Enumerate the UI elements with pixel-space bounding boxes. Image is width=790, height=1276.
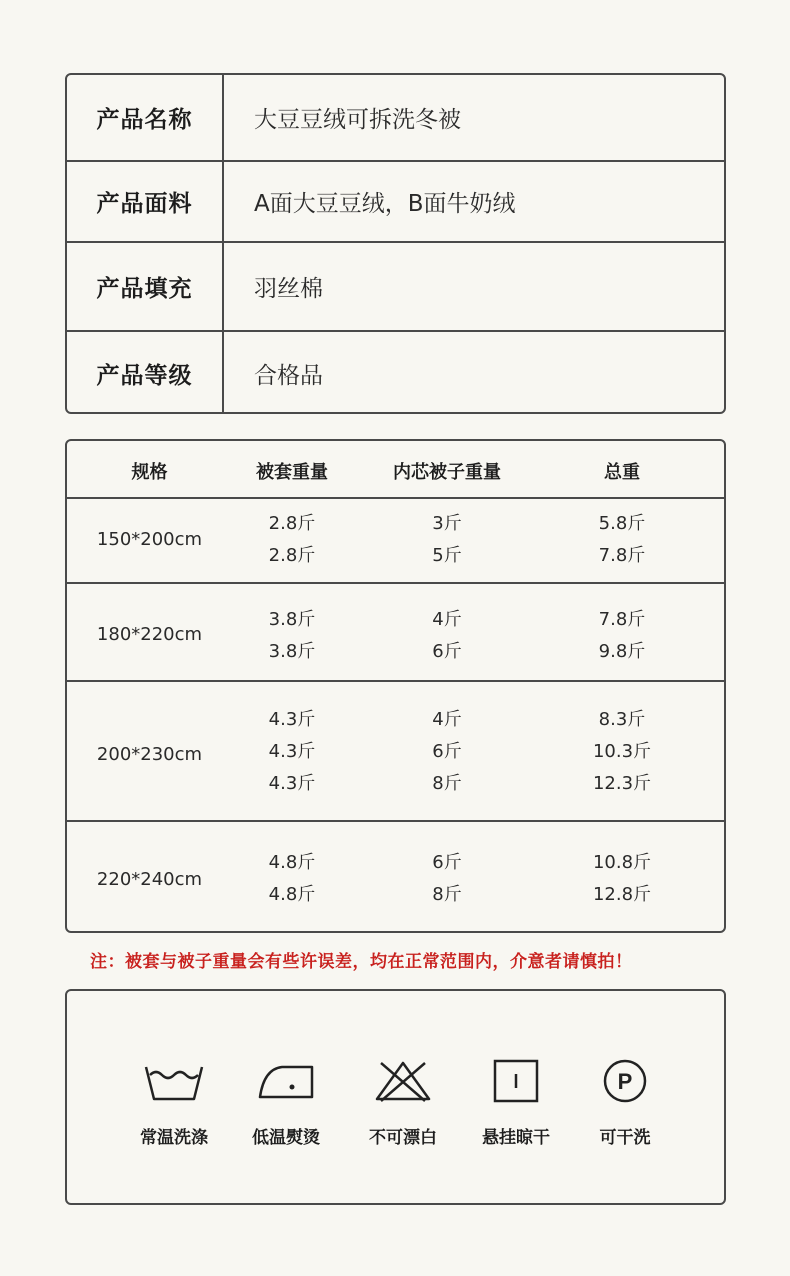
core-weight: 6斤 — [432, 741, 462, 762]
care-item — [231, 1059, 341, 1148]
care-item — [119, 1059, 229, 1148]
care-label: 不可漂白 — [369, 1128, 437, 1148]
size-cell: 220*240cm — [96, 869, 203, 890]
size-cell: 200*230cm — [96, 744, 203, 765]
core-weight: 8斤 — [432, 773, 462, 794]
cover-weight: 4.8斤 — [268, 884, 316, 905]
core-weight: 6斤 — [432, 852, 462, 873]
total-weight: 7.8斤 — [598, 609, 646, 630]
info-key: 产品等级 — [67, 332, 224, 414]
size-cell: 150*200cm — [96, 529, 203, 550]
care-item — [570, 1059, 680, 1148]
core-weight: 3斤 — [432, 513, 462, 534]
cover-weight: 4.3斤 — [268, 773, 316, 794]
total-weight: 10.3斤 — [592, 741, 652, 762]
weight-table — [65, 439, 726, 933]
total-weight: 8.3斤 — [598, 709, 646, 730]
header-total-weight: 总重 — [604, 462, 640, 483]
cover-weight: 4.3斤 — [268, 709, 316, 730]
care-label: 常温洗涤 — [140, 1128, 208, 1148]
core-weight: 5斤 — [432, 545, 462, 566]
core-weight: 4斤 — [432, 709, 462, 730]
wash-tub-icon — [142, 1059, 206, 1103]
weight-disclaimer-note: 注：被套与被子重量会有些许误差，均在正常范围内，介意者请慎拍！ — [90, 952, 633, 972]
header-cover-weight: 被套重量 — [256, 462, 328, 483]
total-weight: 10.8斤 — [592, 852, 652, 873]
svg-text:P: P — [617, 1069, 633, 1094]
cover-weight: 4.8斤 — [268, 852, 316, 873]
care-label: 可干洗 — [599, 1128, 651, 1148]
info-row-fabric — [67, 160, 724, 241]
core-weight: 8斤 — [432, 884, 462, 905]
info-value: 羽丝棉 — [254, 276, 323, 302]
cover-weight: 3.8斤 — [268, 641, 316, 662]
dry-clean-p-icon — [593, 1059, 657, 1103]
table-row — [67, 680, 724, 820]
table-row — [67, 497, 724, 582]
info-value: 合格品 — [254, 362, 323, 389]
core-weight: 4斤 — [432, 609, 462, 630]
info-key: 产品面料 — [67, 162, 224, 241]
cover-weight: 2.8斤 — [268, 545, 316, 566]
info-key: 产品填充 — [67, 243, 224, 330]
care-label: 低温熨烫 — [252, 1128, 320, 1148]
care-item — [461, 1059, 571, 1148]
iron-icon — [254, 1059, 318, 1103]
info-value: A面大豆豆绒，B面牛奶绒 — [254, 191, 516, 217]
cover-weight: 2.8斤 — [268, 513, 316, 534]
product-info-table — [65, 73, 726, 414]
info-row-name — [67, 75, 724, 160]
table-row — [67, 820, 724, 933]
total-weight: 5.8斤 — [598, 513, 646, 534]
cover-weight: 4.3斤 — [268, 741, 316, 762]
core-weight: 6斤 — [432, 641, 462, 662]
total-weight: 12.3斤 — [592, 773, 652, 794]
size-cell: 180*220cm — [96, 624, 203, 645]
care-label: 悬挂晾干 — [482, 1128, 550, 1148]
header-core-weight: 内芯被子重量 — [393, 462, 501, 483]
hang-dry-icon — [484, 1059, 548, 1103]
cover-weight: 3.8斤 — [268, 609, 316, 630]
info-value: 大豆豆绒可拆洗冬被 — [254, 107, 461, 133]
care-instructions — [65, 989, 726, 1205]
weight-table-header — [67, 441, 724, 499]
no-bleach-icon — [371, 1059, 435, 1103]
total-weight: 9.8斤 — [598, 641, 646, 662]
care-item — [348, 1059, 458, 1148]
total-weight: 7.8斤 — [598, 545, 646, 566]
header-size: 规格 — [131, 462, 168, 483]
total-weight: 12.8斤 — [592, 884, 652, 905]
info-key: 产品名称 — [67, 75, 224, 160]
table-row — [67, 582, 724, 680]
info-row-filling — [67, 241, 724, 330]
info-row-grade — [67, 330, 724, 414]
